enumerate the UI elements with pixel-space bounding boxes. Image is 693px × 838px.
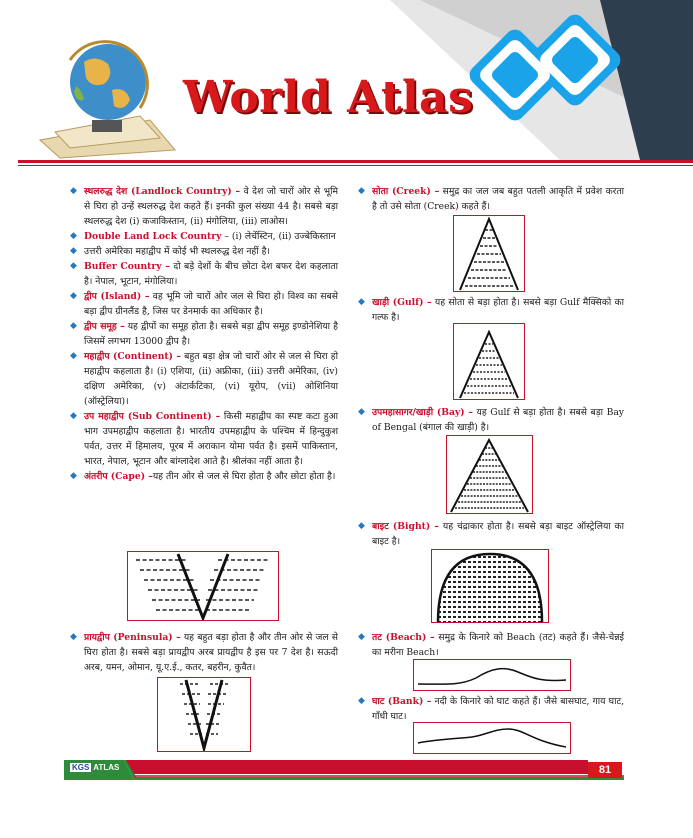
list-item-beach: ◆ तट (Beach) – समुद्र के किनारे को Beach (तट) कहते हैं। जैसे-चेन्नई का मरीना Beach।	[358, 632, 624, 658]
footer-logo-atlas: ATLAS	[93, 763, 120, 772]
list-item-continent: ◆ महाद्वीप (Continent) – बहुत बड़ा क्षेत्र जो चारों ओर से जल से घिरा हो महाद्वीप कहलाता है। (i) एशिया, (ii) अफ्रीका, (iii) उत्तरी अमेरिका, (iv) दक्षिण अमेरिका, (v) अंटार्कटिका, (vi) यूरोप, (vii) ओशिनिया (ऑस्ट्रेलिया)।	[70, 351, 339, 407]
bullet-icon: ◆	[70, 471, 77, 481]
list-item-cape: ◆ अंतरीप (Cape) –यह तीन ओर से जल से घिरा होता है और छोटा होता है।	[70, 471, 336, 482]
bay-illustration	[446, 435, 533, 514]
header-divider-thin	[18, 165, 693, 166]
header-divider	[18, 160, 693, 163]
list-item-bight: ◆ बाइट (Bight) – यह चंद्राकार होता है। सबसे बड़ा बाइट ऑस्ट्रेलिया का बाइट है।	[358, 521, 624, 547]
list-item-north-america: ◆ उत्तरी अमेरिका महाद्वीप में कोई भी स्थलरुद्ध देश नहीं है।	[70, 246, 270, 257]
globe-icon	[40, 42, 175, 158]
bullet-icon: ◆	[358, 521, 365, 531]
list-item-gulf: ◆ खाड़ी (Gulf) – यह सोता से बड़ा होता है। सबसे बड़ा Gulf मैक्सिको का गल्फ है।	[358, 297, 624, 323]
peninsula-text	[68, 630, 338, 675]
list-item-landlock: ◆ स्थलरुद्ध देश (Landlock Country) – वे देश जो चारों ओर से भूमि से घिरा हो उन्हें स्थलरुद्ध देश कहते हैं। इनकी कुल संख्या 44 है। सबसे बड़ा स्थलरुद्ध देश (i) कजाकिस्तान, (ii) मंगोलिया, (iii) लाओस।	[70, 186, 338, 227]
bank-text	[356, 694, 624, 724]
list-item-subcontinent: ◆ उप महाद्वीप (Sub Continent) – किसी महाद्वीप का स्पष्ट कटा हुआ भाग उपमहाद्वीप कहलाता है। भारतीय उपमहाद्वीप के पश्चिम में हिन्दुकुश पर्वत, उत्तर में हिमालय, पूरब में अराकान योमा पर्वत है। इसमें पाकिस्तान, भारत, नेपाल, भूटान और बांग्लादेश आते है। श्रीलंका नहीं आता है।	[70, 411, 339, 467]
peninsula-illustration	[157, 677, 251, 752]
bullet-icon: ◆	[358, 186, 365, 196]
bullet-icon: ◆	[358, 407, 365, 417]
bank-illustration	[413, 722, 571, 754]
left-column	[68, 184, 338, 484]
bullet-icon: ◆	[358, 297, 365, 307]
bullet-icon: ◆	[70, 231, 77, 241]
bay-text	[356, 405, 624, 435]
bullet-icon: ◆	[70, 321, 77, 331]
beach-illustration	[413, 659, 571, 691]
footer-band	[64, 760, 624, 780]
beach-text	[356, 630, 624, 660]
bullet-icon: ◆	[70, 291, 77, 301]
bullet-icon: ◆	[70, 261, 77, 271]
bullet-icon: ◆	[358, 696, 365, 706]
page-number: 81	[588, 762, 622, 778]
bullet-icon: ◆	[70, 246, 77, 256]
bight-illustration	[431, 549, 549, 623]
creek-illustration	[453, 215, 525, 292]
list-item-archipelago: ◆ द्वीप समूह – यह द्वीपों का समूह होता है। सबसे बड़ा द्वीप समूह इण्डोनेशिया है जिसमें लगभग 13000 द्वीप है।	[70, 321, 338, 347]
list-item-bay: ◆ उपमहासागर/खाड़ी (Bay) – यह Gulf से बड़ा होता है। सबसे बड़ा Bay of Bengal (बंगाल की खाड़ी) है।	[358, 407, 624, 433]
list-item-double-landlock: ◆ Double Land Lock Country – (i) लेचेंस्टिन, (ii) उज्बेकिस्तान	[70, 231, 336, 242]
bullet-icon: ◆	[70, 351, 77, 361]
gulf-illustration	[453, 323, 525, 400]
page-title: World Atlas	[183, 72, 474, 123]
bullet-icon: ◆	[70, 186, 77, 196]
bullet-icon: ◆	[358, 632, 365, 642]
footer-logo-kgs: KGS	[72, 763, 90, 772]
footer-logo	[70, 763, 119, 772]
bullet-icon: ◆	[70, 411, 77, 421]
list-item-buffer: ◆ Buffer Country – दो बड़े देशों के बीच छोटा देश बफर देश कहलाता है। नेपाल, भूटान, मंगोलिया।	[70, 261, 338, 287]
bullet-icon: ◆	[70, 632, 77, 642]
page-header	[0, 0, 693, 172]
cape-illustration	[127, 551, 279, 621]
list-item-island: ◆ द्वीप (Island) – वह भूमि जो चारों ओर जल से घिरा हो। विश्व का सबसे बड़ा द्वीप ग्रीनलैंड है, जिस पर डेनमार्क का अधिकार है।	[70, 291, 338, 317]
list-item-bank: ◆ घाट (Bank) – नदी के किनारे को घाट कहते हैं। जैसे बासघाट, गाय घाट, गाँधी घाट।	[358, 696, 624, 722]
bight-text	[356, 519, 624, 549]
list-item-creek: ◆ सोता (Creek) – समुद्र का जल जब बहुत पतली आकृति में प्रवेश करता है तो उसे सोता (Creek) कहते हैं।	[358, 186, 624, 212]
list-item-peninsula: ◆ प्रायद्वीप (Peninsula) – यह बहुत बड़ा होता है और तीन ओर से जल से घिरा होता है। सबसे बड़ा प्रायद्वीप अरब प्रायद्वीप है इस पर 7 देश है। सऊदी अरब, यमन, ओमान, यू.ए.ई., कतर, बहरीन, कुवैत।	[70, 632, 338, 673]
gulf-text	[356, 295, 624, 325]
creek-text	[356, 184, 624, 214]
